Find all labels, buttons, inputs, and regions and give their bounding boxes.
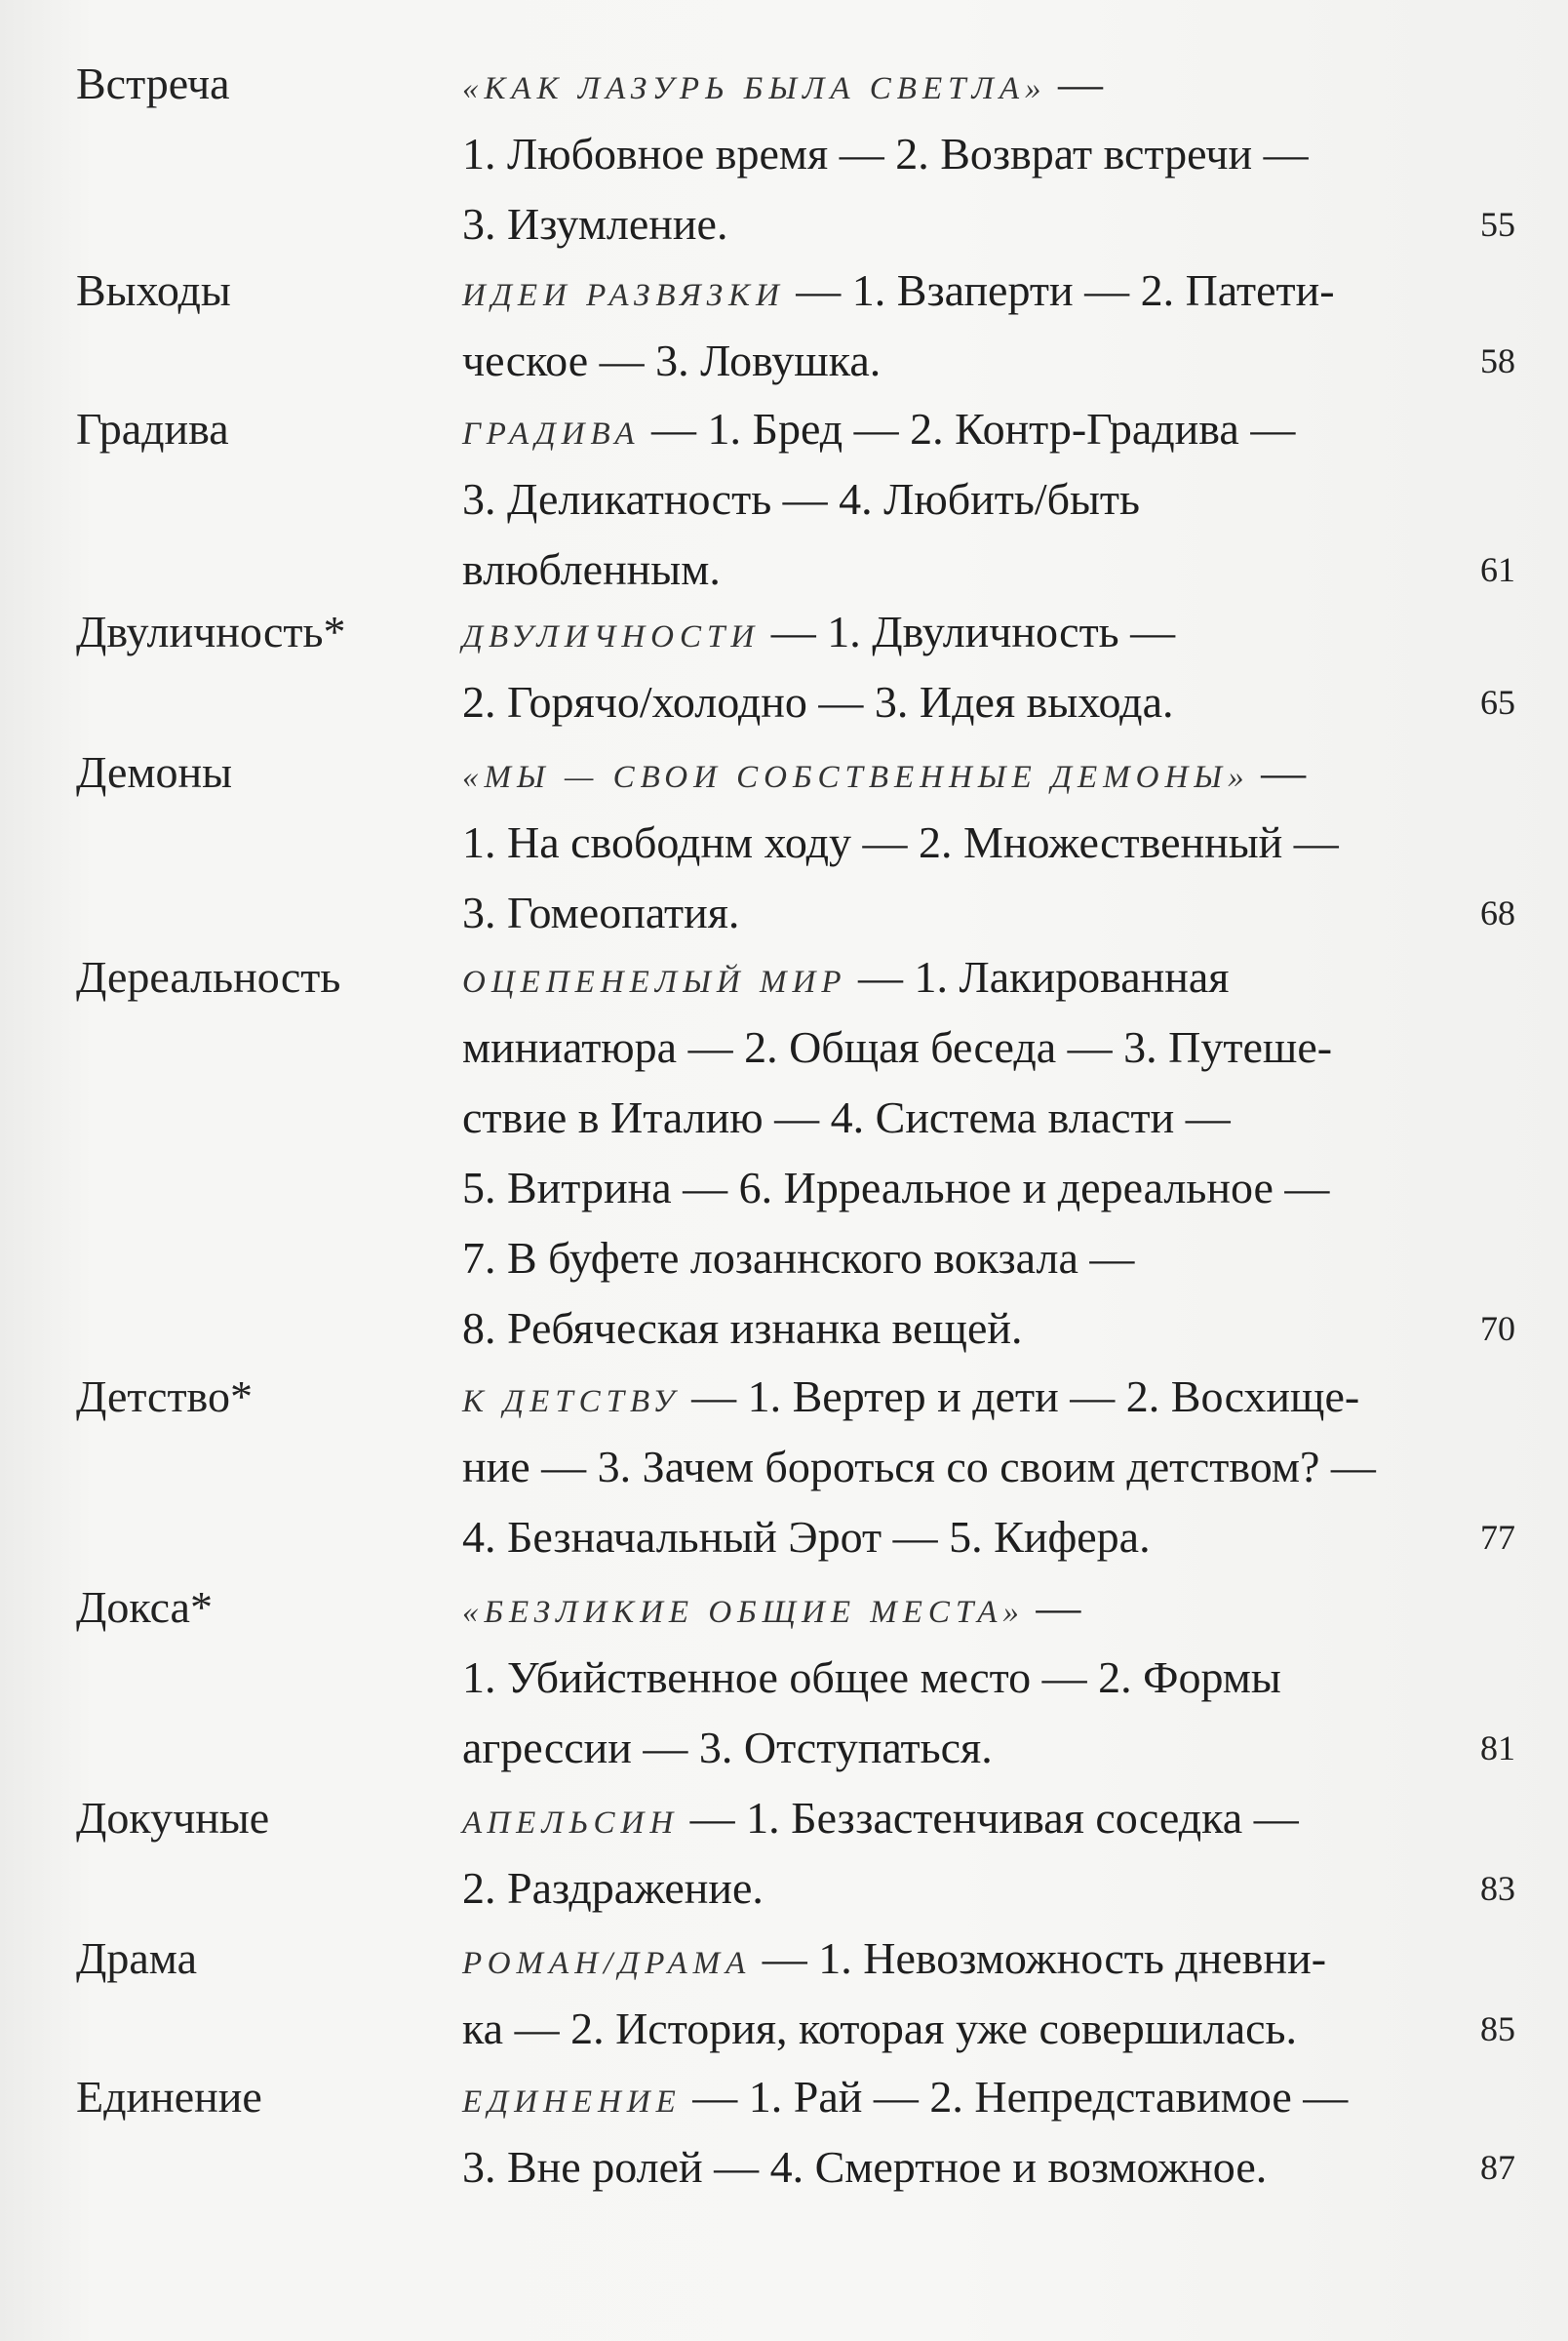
entry-line (462, 1572, 1515, 1643)
entry-text: 3. Изумление. (462, 199, 728, 249)
entry-line (462, 667, 1515, 737)
page-number: 85 (1480, 2009, 1515, 2048)
page-number: 68 (1480, 893, 1515, 932)
entry-text: — 1. Взаперти — 2. Патети- (784, 265, 1335, 315)
entry-line (462, 597, 1515, 667)
entry-text: 3. Гомеопатия. (462, 888, 740, 937)
entry-text: агрессии — 3. Отступаться. (462, 1723, 993, 1772)
entry-term: Дереальность (76, 952, 341, 1002)
entry-line (462, 2132, 1515, 2202)
entry-line (462, 2062, 1515, 2132)
entry-text: 8. Ребяческая изнанка вещей. (462, 1303, 1023, 1353)
entry-body (462, 1572, 1515, 1783)
entry-caption: ЕДИНЕНИЕ (462, 2084, 682, 2120)
entry-caption: «КАК ЛАЗУРЬ БЫЛА СВЕТЛА» (462, 71, 1047, 106)
entry-line (462, 49, 1515, 119)
entry-text: — 1. Рай — 2. Непредставимое — (681, 2072, 1349, 2122)
entry-caption: ОЦЕПЕНЕЛЫЙ МИР (462, 965, 847, 1000)
entry-line: 3. Деликатность — 4. Любить/быть (462, 474, 1141, 524)
entry-body (462, 1783, 1515, 1924)
entry-text: — (1046, 59, 1103, 108)
entry-line: миниатюра — 2. Общая беседа — 3. Путеше- (462, 1022, 1333, 1072)
entry-term: Выходы (76, 265, 231, 315)
entry-caption: РОМАН/ДРАМА (462, 1946, 752, 1981)
page-number: 77 (1480, 1518, 1515, 1557)
page-number: 65 (1480, 683, 1515, 722)
entry-text: — (1249, 747, 1307, 797)
entry-body (462, 394, 1515, 605)
entry-term: Драма (76, 1933, 198, 1983)
entry-body (462, 942, 1515, 1364)
entry-term: Двуличность* (76, 607, 346, 656)
entry-term: Докса* (76, 1582, 213, 1632)
entry-text: ка — 2. История, которая уже совершилась. (462, 2004, 1298, 2053)
entry-line (462, 189, 1515, 259)
entry-text: 2. Раздражение. (462, 1863, 764, 1913)
entry-text: 2. Горячо/холодно — 3. Идея выхода. (462, 677, 1174, 727)
entry-text: — 1. Беззастенчивая соседка — (679, 1793, 1299, 1843)
entry-line (462, 1783, 1515, 1853)
entry-line (462, 326, 1515, 396)
entry-term: Демоны (76, 747, 232, 797)
page-number: 58 (1480, 341, 1515, 380)
entry-line (462, 1853, 1515, 1924)
entry-text: — (1024, 1582, 1081, 1632)
page-number: 87 (1480, 2148, 1515, 2187)
entry-line (462, 256, 1515, 326)
page-number: 83 (1480, 1869, 1515, 1908)
entry-caption: ИДЕИ РАЗВЯЗКИ (462, 278, 785, 313)
entry-line: 1. Любовное время — 2. Возврат встречи — (462, 129, 1309, 179)
entry-body (462, 737, 1515, 948)
entry-text: 3. Вне ролей — 4. Смертное и возможное. (462, 2142, 1268, 2192)
entry-line (462, 737, 1515, 808)
entry-line (462, 1713, 1515, 1783)
entry-body (462, 49, 1515, 259)
entry-text: 4. Безначальный Эрот — 5. Кифера. (462, 1512, 1151, 1562)
entry-caption: ГРАДИВА (462, 417, 641, 452)
entry-text: — 1. Лакированная (846, 952, 1230, 1002)
entry-caption: К ДЕТСТВУ (462, 1384, 681, 1419)
entry-line: ствие в Италию — 4. Система власти — (462, 1092, 1231, 1142)
entry-line (462, 878, 1515, 948)
entry-line (462, 1362, 1515, 1432)
entry-line: 1. Убийственное общее место — 2. Формы (462, 1652, 1281, 1702)
entry-line (462, 394, 1515, 464)
entry-line: ние — 3. Зачем бороться со своим детством? — (462, 1442, 1376, 1491)
entry-term: Встреча (76, 59, 230, 108)
entry-body (462, 1924, 1515, 2064)
entry-line (462, 1293, 1515, 1364)
entry-body (462, 1362, 1515, 1572)
entry-caption: «БЕЗЛИКИЕ ОБЩИЕ МЕСТА» (462, 1595, 1025, 1630)
entry-text: ческое — 3. Ловушка. (462, 336, 882, 385)
entry-caption: АПЕЛЬСИН (462, 1805, 680, 1841)
entry-line (462, 1502, 1515, 1572)
entry-line (462, 1994, 1515, 2064)
entry-text: — 1. Двуличность — (760, 607, 1176, 656)
page-number: 70 (1480, 1309, 1515, 1348)
entry-text: — 1. Бред — 2. Контр-Градива — (640, 404, 1296, 454)
entry-text: — 1. Невозможность дневни- (751, 1933, 1327, 1983)
entry-line: 7. В буфете лозаннского вокзала — (462, 1233, 1135, 1283)
entry-term: Единение (76, 2072, 262, 2122)
entry-body (462, 2062, 1515, 2202)
entry-body (462, 597, 1515, 737)
entry-caption: ДВУЛИЧНОСТИ (462, 619, 761, 655)
page-number: 61 (1480, 550, 1515, 589)
entry-line (462, 942, 1515, 1012)
entry-term: Градива (76, 404, 229, 454)
entry-body (462, 256, 1515, 396)
entry-term: Докучные (76, 1793, 270, 1843)
entry-caption: «МЫ — СВОИ СОБСТВЕННЫЕ ДЕМОНЫ» (462, 760, 1250, 795)
entry-line: 1. На свободнм ходу — 2. Множественный — (462, 817, 1339, 867)
entry-line (462, 535, 1515, 605)
page-number: 81 (1480, 1728, 1515, 1767)
entry-text: — 1. Вертер и дети — 2. Восхище- (680, 1371, 1360, 1421)
page-number: 55 (1480, 205, 1515, 244)
entry-line (462, 1924, 1515, 1994)
entry-line: 5. Витрина — 6. Ирреальное и дереальное — (462, 1163, 1330, 1212)
entry-text: влюбленным. (462, 544, 721, 594)
entry-term: Детство* (76, 1371, 253, 1421)
